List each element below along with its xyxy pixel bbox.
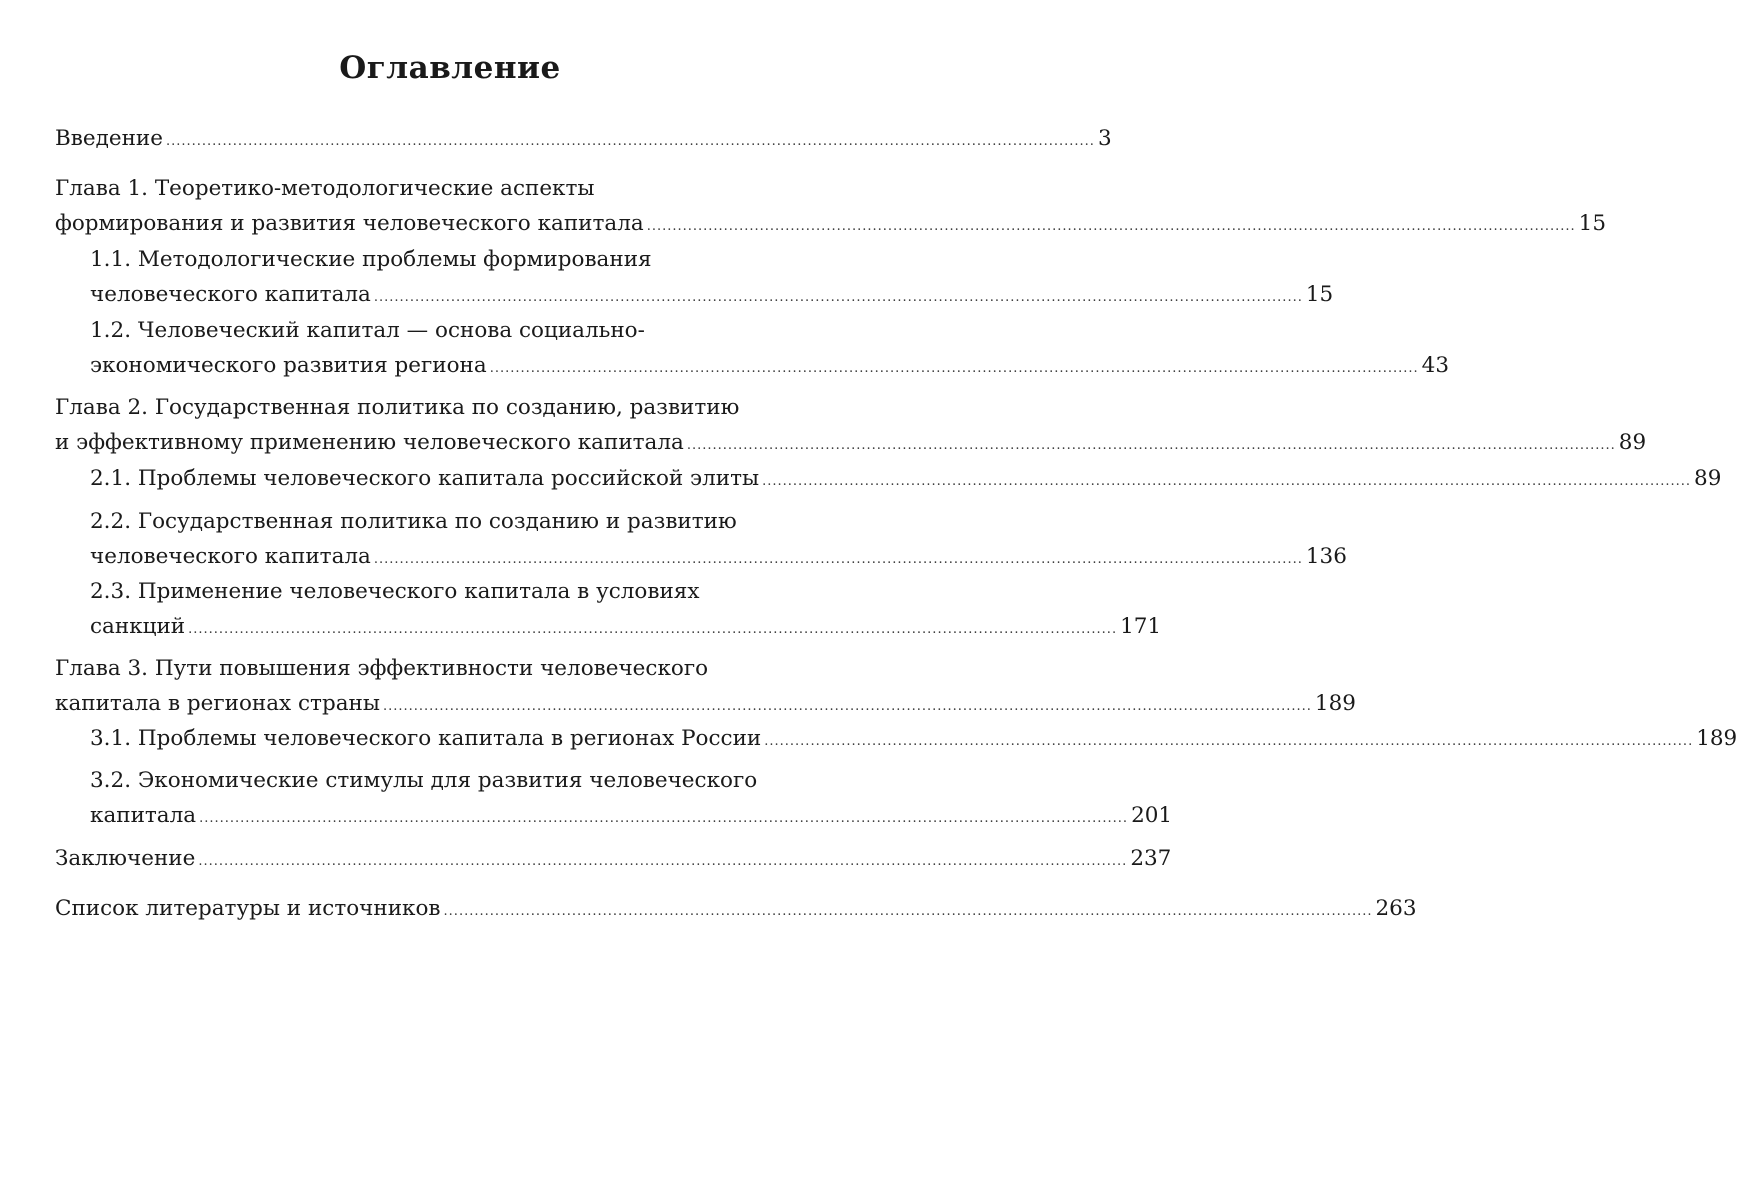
toc-entry-chapter-2: [55, 390, 1647, 463]
toc-page-number: 136: [1305, 544, 1347, 569]
toc-entry-title-cont: экономического развития региона: [90, 353, 487, 378]
toc-entry-title: 2.2. Государственная политика по созданию и развитию: [90, 509, 737, 534]
toc-page-number: 43: [1421, 353, 1450, 378]
toc-page-number: 3: [1097, 126, 1112, 151]
dot-leader: .....................................................................................................................................................................................: [489, 361, 1419, 376]
toc-entry-title-cont: капитала: [90, 803, 197, 828]
dot-leader: .....................................................................................................................................................................................: [198, 854, 1128, 869]
toc-entry-section-1-1: [90, 242, 1334, 315]
dot-leader: .....................................................................................................................................................................................: [188, 622, 1118, 637]
dot-leader: .....................................................................................................................................................................................: [686, 438, 1616, 453]
toc-entry-title: Введение: [55, 126, 163, 151]
toc-entry-title-cont: человеческого капитала: [90, 544, 371, 569]
toc-entry-chapter-3: [55, 651, 1356, 724]
dot-leader: .....................................................................................................................................................................................: [646, 219, 1576, 234]
dot-leader: .....................................................................................................................................................................................: [762, 474, 1692, 489]
toc-entry-title-cont: санкций: [90, 614, 186, 639]
toc-entry-section-2-2: [90, 504, 1347, 577]
dot-leader: .....................................................................................................................................................................................: [382, 699, 1312, 714]
toc-entry-section-3-1: [90, 721, 1737, 759]
toc-entry-introduction: [55, 121, 1112, 159]
toc-page-number: 263: [1375, 896, 1417, 921]
toc-entry-title-cont: и эффективному применению человеческого капитала: [55, 430, 684, 455]
toc-entry-title: 1.2. Человеческий капитал — основа социально-: [90, 318, 645, 343]
toc-page-number: 189: [1314, 691, 1356, 716]
page-title: Оглавление: [339, 50, 561, 86]
toc-entry-title: 2.3. Применение человеческого капитала в условиях: [90, 579, 700, 604]
toc-entry-title: Глава 2. Государственная политика по созданию, развитию: [55, 395, 740, 420]
toc-entry-title-cont: человеческого капитала: [90, 282, 371, 307]
toc-entry-title: Список литературы и источников: [55, 896, 441, 921]
toc-entry-title: 1.1. Методологические проблемы формирования: [90, 247, 652, 272]
toc-entry-section-1-2: [90, 313, 1450, 386]
toc-entry-bibliography: [55, 891, 1417, 929]
toc-entry-chapter-1: [55, 171, 1606, 244]
toc-page-number: 237: [1130, 846, 1172, 871]
toc-page-number: 189: [1696, 726, 1737, 751]
dot-leader: .....................................................................................................................................................................................: [373, 552, 1303, 567]
toc-entry-conclusion: [55, 841, 1172, 879]
toc-page-number: 201: [1131, 803, 1173, 828]
toc-entry-title: 3.1. Проблемы человеческого капитала в регионах России: [90, 726, 762, 751]
toc-entry-title: 3.2. Экономические стимулы для развития человеческого: [90, 768, 758, 793]
toc-entry-section-2-3: [90, 574, 1162, 647]
toc-page-number: 89: [1618, 430, 1647, 455]
dot-leader: .....................................................................................................................................................................................: [165, 134, 1095, 149]
toc-entry-title: Глава 1. Теоретико-методологические аспекты: [55, 176, 595, 201]
dot-leader: .....................................................................................................................................................................................: [199, 811, 1129, 826]
dot-leader: .....................................................................................................................................................................................: [764, 734, 1694, 749]
toc-entry-title-cont: капитала в регионах страны: [55, 691, 380, 716]
toc-entry-title-cont: формирования и развития человеческого капитала: [55, 211, 644, 236]
toc-entry-section-2-1: [90, 461, 1722, 499]
toc-entry-title: 2.1. Проблемы человеческого капитала российской элиты: [90, 466, 760, 491]
toc-entry-section-3-2: [90, 763, 1173, 836]
toc-page-number: 15: [1305, 282, 1334, 307]
toc-page-number: 171: [1120, 614, 1162, 639]
dot-leader: .....................................................................................................................................................................................: [443, 904, 1373, 919]
toc-page-number: 15: [1578, 211, 1606, 236]
toc-page-number: 89: [1694, 466, 1722, 491]
dot-leader: .....................................................................................................................................................................................: [373, 290, 1303, 305]
toc-entry-title: Глава 3. Пути повышения эффективности человеческого: [55, 656, 709, 681]
toc-entry-title: Заключение: [55, 846, 196, 871]
